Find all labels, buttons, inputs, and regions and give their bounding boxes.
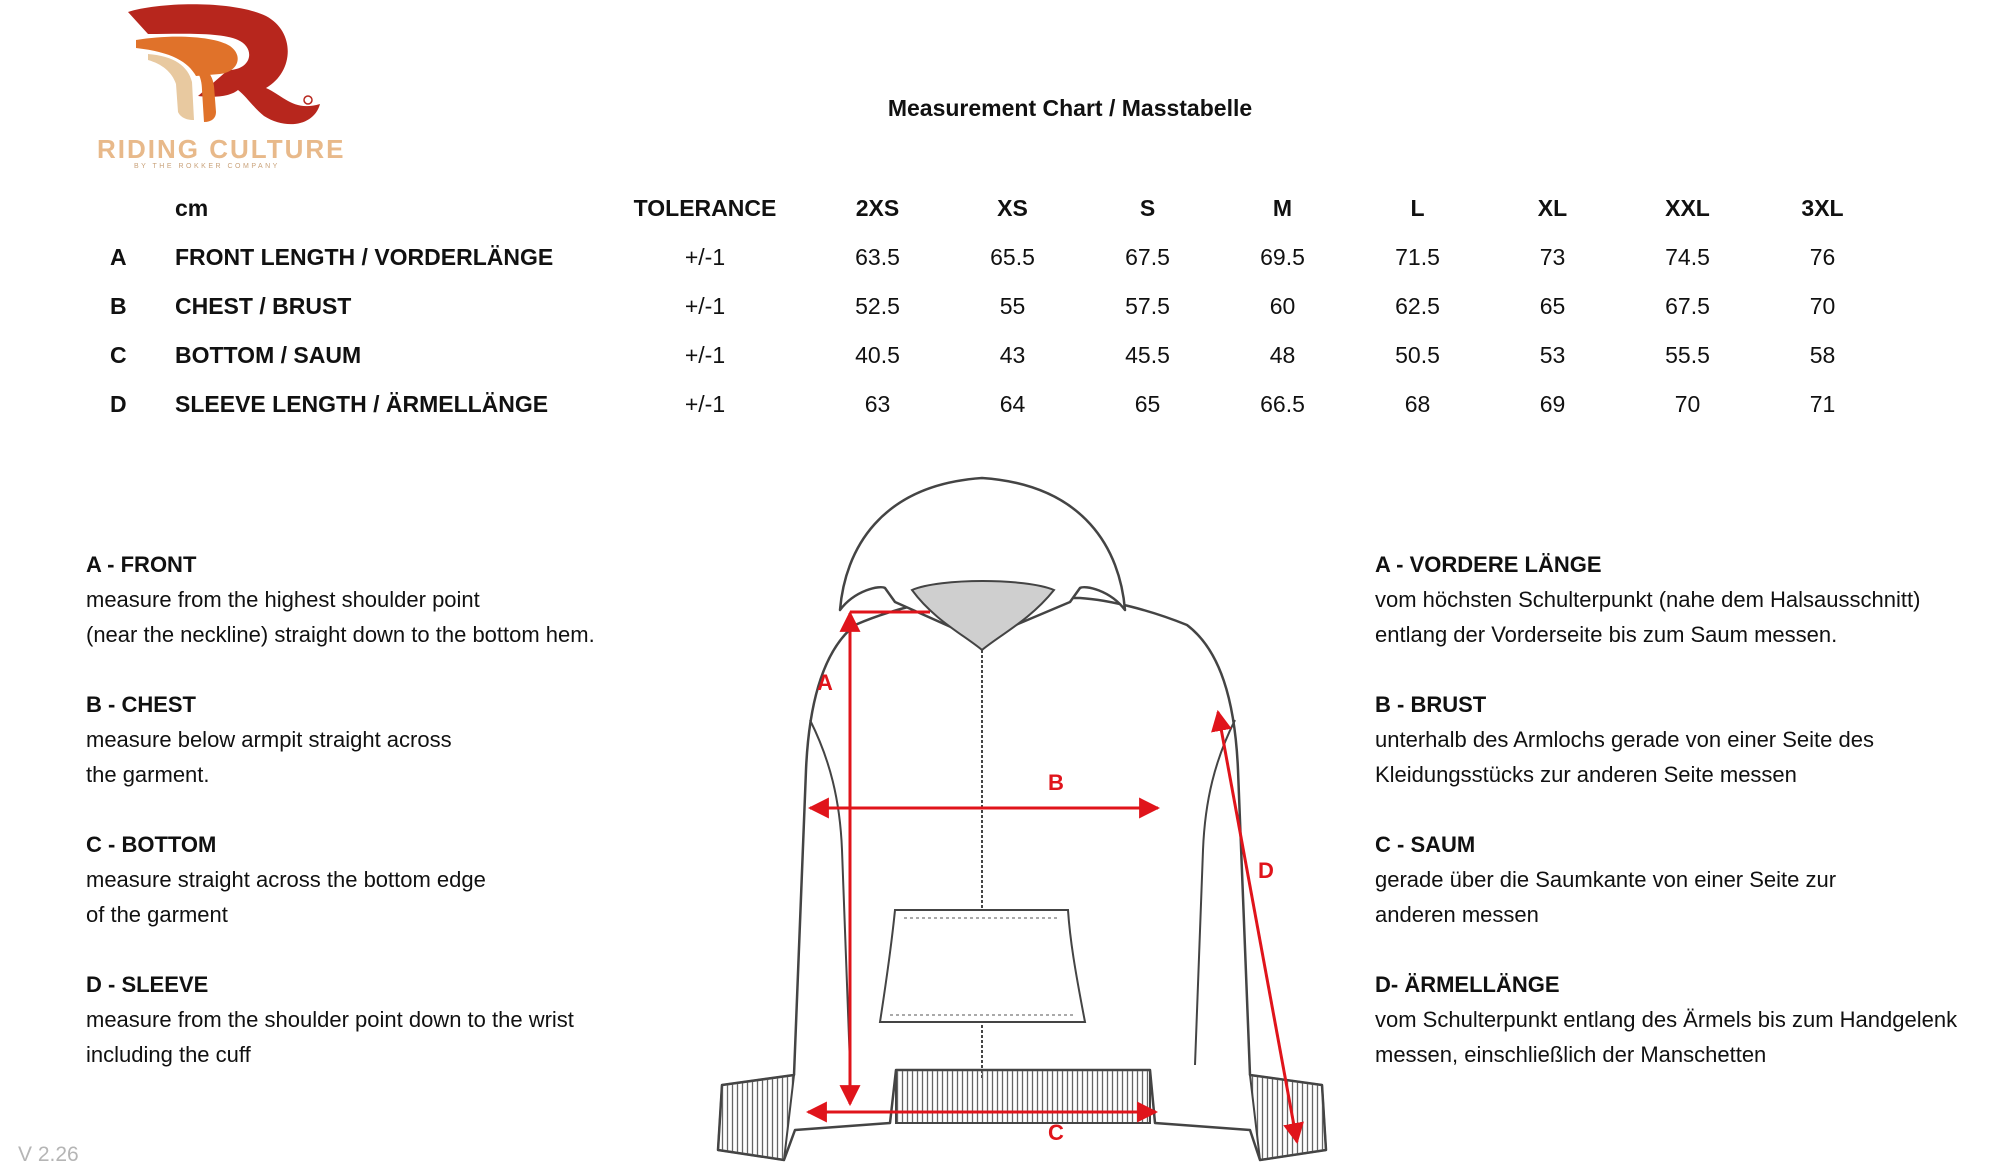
instruction-block-b bbox=[1375, 687, 1995, 792]
hoodie-measurement-diagram bbox=[690, 470, 1340, 1170]
instruction-heading: C - BOTTOM bbox=[86, 832, 217, 857]
instruction-text: measure from the shoulder point down to the wrist bbox=[86, 1007, 574, 1032]
row-value: 45.5 bbox=[1125, 342, 1170, 368]
row-letter: B bbox=[110, 293, 127, 319]
row-value: 66.5 bbox=[1260, 391, 1305, 417]
diagram-label-b: B bbox=[1048, 770, 1064, 795]
row-value: 73 bbox=[1539, 244, 1566, 270]
instruction-text: Kleidungsstücks zur anderen Seite messen bbox=[1375, 762, 1797, 787]
row-value: 71.5 bbox=[1395, 244, 1440, 270]
row-name: BOTTOM / SAUM bbox=[175, 342, 362, 368]
row-value: 67.5 bbox=[1125, 244, 1170, 270]
instruction-text: the garment. bbox=[86, 762, 210, 787]
row-value: 67.5 bbox=[1665, 293, 1710, 319]
measurement-table bbox=[110, 195, 1890, 429]
instruction-heading: C - SAUM bbox=[1375, 832, 1476, 857]
row-value: 55.5 bbox=[1665, 342, 1710, 368]
row-value: 52.5 bbox=[855, 293, 900, 319]
tolerance-header: TOLERANCE bbox=[633, 195, 777, 221]
table-header-row bbox=[110, 195, 1890, 233]
instruction-block-c bbox=[1375, 827, 1995, 932]
instruction-text: entlang der Vorderseite bis zum Saum messen. bbox=[1375, 622, 1838, 647]
instruction-block-d bbox=[1375, 967, 1995, 1072]
row-value: 40.5 bbox=[855, 342, 900, 368]
row-value: 48 bbox=[1269, 342, 1296, 368]
instruction-text: of the garment bbox=[86, 902, 228, 927]
row-value: 43 bbox=[999, 342, 1026, 368]
row-value: 64 bbox=[999, 391, 1026, 417]
row-value: 53 bbox=[1539, 342, 1566, 368]
size-header-l: L bbox=[1410, 195, 1425, 221]
instruction-text: (near the neckline) straight down to the bottom hem. bbox=[86, 622, 595, 647]
row-value: 50.5 bbox=[1395, 342, 1440, 368]
table-row bbox=[110, 233, 1890, 282]
instruction-text: vom Schulterpunkt entlang des Ärmels bis zum Handgelenk bbox=[1375, 1007, 1958, 1032]
logo-tagline: BY THE ROKKER COMPANY bbox=[134, 163, 280, 170]
instruction-heading: A - FRONT bbox=[86, 552, 197, 577]
row-value: 65 bbox=[1134, 391, 1161, 417]
size-header-m: M bbox=[1272, 195, 1293, 221]
hem-band bbox=[896, 1070, 1150, 1123]
row-value: 69.5 bbox=[1260, 244, 1305, 270]
row-letter: A bbox=[110, 244, 127, 270]
instruction-text: messen, einschließlich der Manschetten bbox=[1375, 1042, 1767, 1067]
size-header-xs: XS bbox=[997, 195, 1028, 221]
diagram-label-a: A bbox=[817, 670, 833, 695]
row-value: 65.5 bbox=[990, 244, 1035, 270]
chart-title: Measurement Chart / Masstabelle bbox=[887, 95, 1253, 121]
instruction-block-a bbox=[1375, 547, 1995, 652]
row-value: 55 bbox=[999, 293, 1026, 319]
version-label: V 2.26 bbox=[18, 1143, 79, 1166]
row-tolerance: +/-1 bbox=[684, 293, 726, 319]
instruction-heading: D - SLEEVE bbox=[86, 972, 209, 997]
cuff-left bbox=[718, 1075, 794, 1160]
diagram-label-d: D bbox=[1258, 858, 1274, 883]
size-header-xxl: XXL bbox=[1665, 195, 1710, 221]
row-value: 58 bbox=[1809, 342, 1836, 368]
instruction-heading: A - VORDERE LÄNGE bbox=[1375, 552, 1602, 577]
kangaroo-pocket bbox=[880, 910, 1085, 1022]
instruction-text: anderen messen bbox=[1375, 902, 1539, 927]
row-value: 63.5 bbox=[855, 244, 900, 270]
instruction-text: vom höchsten Schulterpunkt (nahe dem Halsausschnitt) bbox=[1375, 587, 1921, 612]
row-value: 63 bbox=[864, 391, 891, 417]
row-value: 57.5 bbox=[1125, 293, 1170, 319]
instruction-text: including the cuff bbox=[86, 1042, 251, 1067]
instruction-text: unterhalb des Armlochs gerade von einer Seite des bbox=[1375, 727, 1874, 752]
size-header-3xl: 3XL bbox=[1801, 195, 1844, 221]
instruction-block-b bbox=[86, 687, 726, 792]
row-name: FRONT LENGTH / VORDERLÄNGE bbox=[175, 244, 554, 270]
hoodie-outline bbox=[718, 478, 1326, 1160]
row-tolerance: +/-1 bbox=[684, 391, 726, 417]
instruction-block-d bbox=[86, 967, 726, 1072]
instruction-block-a bbox=[86, 547, 726, 652]
row-value: 71 bbox=[1809, 391, 1836, 417]
row-value: 60 bbox=[1269, 293, 1296, 319]
row-tolerance: +/-1 bbox=[684, 342, 726, 368]
instruction-text: measure below armpit straight across bbox=[86, 727, 452, 752]
row-value: 69 bbox=[1539, 391, 1566, 417]
instructions-german bbox=[1375, 547, 1995, 1107]
row-value: 76 bbox=[1809, 244, 1836, 270]
instruction-heading: D- ÄRMELLÄNGE bbox=[1375, 972, 1560, 997]
instruction-text: measure straight across the bottom edge bbox=[86, 867, 486, 892]
instructions-english bbox=[86, 547, 726, 1107]
row-value: 74.5 bbox=[1665, 244, 1710, 270]
row-name: SLEEVE LENGTH / ÄRMELLÄNGE bbox=[175, 391, 549, 417]
row-value: 68 bbox=[1404, 391, 1431, 417]
row-value: 65 bbox=[1539, 293, 1566, 319]
instruction-text: measure from the highest shoulder point bbox=[86, 587, 480, 612]
instruction-text: gerade über die Saumkante von einer Seite zur bbox=[1375, 867, 1837, 892]
size-header-xl: XL bbox=[1537, 195, 1568, 221]
row-value: 62.5 bbox=[1395, 293, 1440, 319]
table-row bbox=[110, 282, 1890, 331]
table-row bbox=[110, 380, 1890, 429]
instruction-heading: B - BRUST bbox=[1375, 692, 1487, 717]
row-name: CHEST / BRUST bbox=[175, 293, 352, 319]
diagram-label-c: C bbox=[1048, 1120, 1064, 1145]
header-letter-cell bbox=[110, 195, 175, 233]
row-value: 70 bbox=[1809, 293, 1836, 319]
row-tolerance: +/-1 bbox=[684, 244, 726, 270]
table-row bbox=[110, 331, 1890, 380]
size-header-2xs: 2XS bbox=[855, 195, 900, 221]
logo-brand-text: RIDING CULTURE bbox=[97, 134, 346, 164]
instruction-block-c bbox=[86, 827, 726, 932]
row-letter: C bbox=[110, 342, 127, 368]
unit-label: cm bbox=[175, 195, 209, 221]
row-letter: D bbox=[110, 391, 127, 417]
row-value: 70 bbox=[1674, 391, 1701, 417]
size-header-s: S bbox=[1139, 195, 1156, 221]
instruction-heading: B - CHEST bbox=[86, 692, 196, 717]
